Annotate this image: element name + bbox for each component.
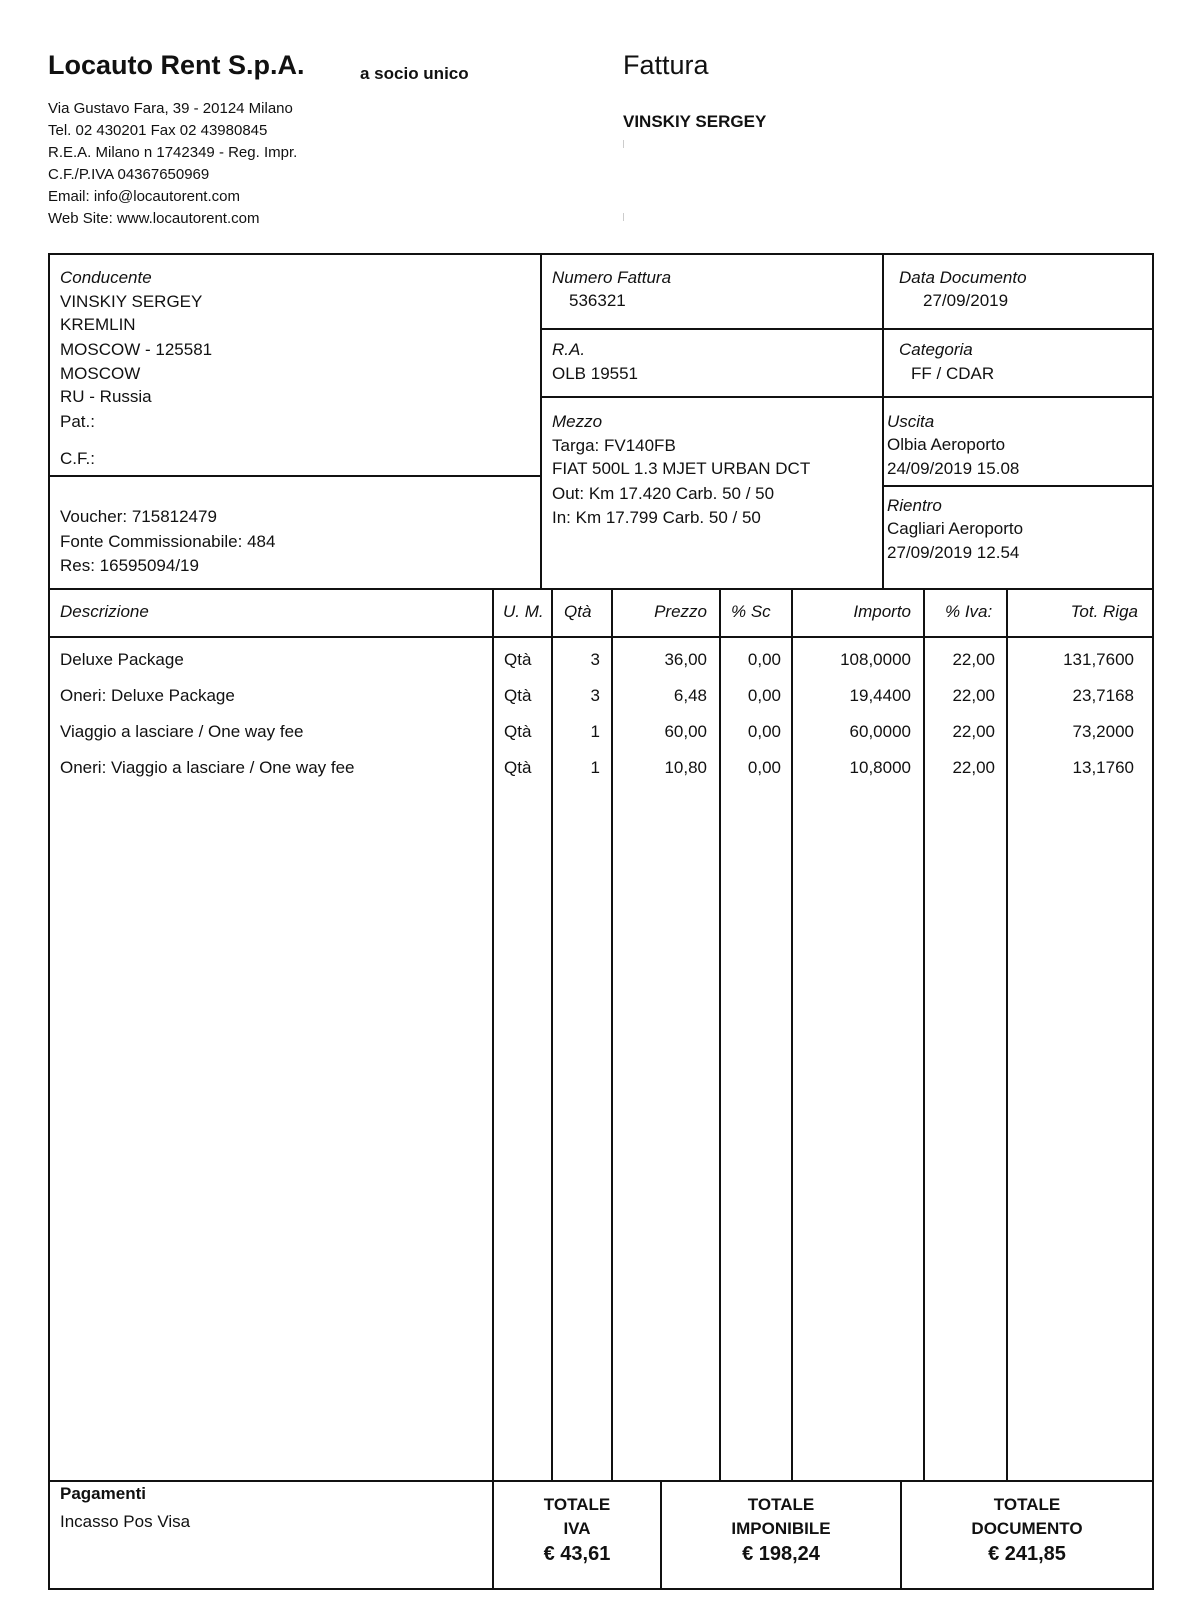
- company-vat: C.F./P.IVA 04367650969: [48, 166, 210, 183]
- row3-vat: 22,00: [952, 722, 995, 741]
- driver-name: VINSKIY SERGEY: [60, 292, 203, 311]
- total-vat-label-1: TOTALE: [543, 1495, 611, 1514]
- return-location: Cagliari Aeroporto: [887, 519, 1024, 538]
- row1-vat: 22,00: [952, 650, 995, 669]
- vehicle-model: FIAT 500L 1.3 MJET URBAN DCT: [552, 459, 811, 478]
- category-label: Categoria: [899, 340, 973, 359]
- row3-amount: 60,0000: [849, 722, 911, 741]
- row3-description: Viaggio a lasciare / One way fee: [60, 722, 304, 741]
- row4-qty: 1: [590, 758, 600, 777]
- row2-qty: 3: [590, 686, 600, 705]
- total-document-label-2: DOCUMENTO: [971, 1519, 1083, 1538]
- row2-unit: Qtà: [504, 686, 532, 705]
- company-name: Locauto Rent S.p.A.: [48, 50, 305, 80]
- row1-total: 131,7600: [1063, 650, 1134, 669]
- total-document-value: € 241,85: [988, 1543, 1066, 1565]
- commission-source: Fonte Commissionabile: 484: [60, 532, 276, 551]
- divider-mark: [623, 140, 624, 148]
- vehicle-km-in: In: Km 17.799 Carb. 50 / 50: [552, 508, 761, 527]
- info-divider-2: [882, 253, 884, 589]
- row2-total: 23,7168: [1072, 686, 1134, 705]
- footer-bottom-border: [48, 1588, 1154, 1590]
- row2-amount: 19,4400: [849, 686, 911, 705]
- header-discount: % Sc: [731, 602, 771, 621]
- row4-amount: 10,8000: [849, 758, 911, 777]
- ra-value: OLB 19551: [552, 364, 639, 383]
- total-taxable-value: € 198,24: [742, 1543, 820, 1565]
- header-price: Prezzo: [654, 602, 707, 621]
- document-left-border: [48, 253, 50, 1590]
- company-phone: Tel. 02 430201 Fax 02 43980845: [48, 122, 268, 139]
- row1-amount: 108,0000: [840, 650, 911, 669]
- row3-qty: 1: [590, 722, 600, 741]
- company-website: Web Site: www.locautorent.com: [48, 210, 260, 227]
- reservation-number: Res: 16595094/19: [60, 556, 199, 575]
- total-vat-label-2: IVA: [563, 1519, 591, 1538]
- footer-top-border: [48, 1480, 1154, 1482]
- row2-vat: 22,00: [952, 686, 995, 705]
- pickup-location: Olbia Aeroporto: [887, 435, 1006, 454]
- company-address-1: Via Gustavo Fara, 39 - 20124 Milano: [48, 100, 293, 117]
- header-qty: Qtà: [564, 602, 592, 621]
- driver-country: RU - Russia: [60, 387, 152, 406]
- pickup-datetime: 24/09/2019 15.08: [887, 459, 1020, 478]
- vehicle-km-out: Out: Km 17.420 Carb. 50 / 50: [552, 484, 775, 503]
- row4-description: Oneri: Viaggio a lasciare / One way fee: [60, 758, 355, 777]
- header-unit: U. M.: [503, 602, 544, 621]
- invoice-number: 536321: [569, 291, 626, 310]
- col-divider: [492, 588, 494, 1590]
- category-value: FF / CDAR: [911, 364, 995, 383]
- company-rea: R.E.A. Milano n 1742349 - Reg. Impr.: [48, 144, 298, 161]
- driver-city: MOSCOW: [60, 364, 141, 383]
- row4-vat: 22,00: [952, 758, 995, 777]
- pickup-divider: [882, 485, 1154, 487]
- row3-discount: 0,00: [747, 722, 781, 741]
- row4-unit: Qtà: [504, 758, 532, 777]
- return-label: Rientro: [887, 496, 942, 515]
- document-title: Fattura: [623, 50, 709, 80]
- voucher: Voucher: 715812479: [60, 507, 217, 526]
- info-row-divider-2: [540, 396, 1154, 398]
- header-vat: % Iva:: [945, 602, 993, 621]
- driver-pat: Pat.:: [60, 412, 95, 431]
- total-document-label-1: TOTALE: [993, 1495, 1061, 1514]
- driver-cf: C.F.:: [60, 449, 95, 468]
- row4-price: 10,80: [664, 758, 707, 777]
- vehicle-label: Mezzo: [552, 412, 603, 431]
- invoice-number-label: Numero Fattura: [552, 268, 672, 287]
- row1-discount: 0,00: [747, 650, 781, 669]
- row1-unit: Qtà: [504, 650, 532, 669]
- invoice-date-label: Data Documento: [899, 268, 1027, 287]
- customer-name: VINSKIY SERGEY: [623, 112, 767, 131]
- info-divider-1: [540, 253, 542, 589]
- company-email: Email: info@locautorent.com: [48, 188, 240, 205]
- row3-unit: Qtà: [504, 722, 532, 741]
- total-vat-value: € 43,61: [543, 1543, 611, 1565]
- header-row-total: Tot. Riga: [1070, 602, 1138, 621]
- row2-description: Oneri: Deluxe Package: [60, 686, 235, 705]
- payment-method: Incasso Pos Visa: [60, 1512, 191, 1531]
- table-top-border: [48, 588, 1154, 590]
- vehicle-plate: Targa: FV140FB: [552, 436, 676, 455]
- company-tagline: a socio unico: [360, 64, 469, 83]
- row3-total: 73,2000: [1072, 722, 1134, 741]
- row2-discount: 0,00: [747, 686, 781, 705]
- invoice-date: 27/09/2019: [923, 291, 1009, 310]
- divider-mark: [623, 213, 624, 221]
- ra-label: R.A.: [552, 340, 586, 359]
- driver-divider: [48, 475, 542, 477]
- info-row-divider-1: [540, 328, 1154, 330]
- row1-price: 36,00: [664, 650, 707, 669]
- row1-qty: 3: [590, 650, 600, 669]
- payments-label: Pagamenti: [60, 1484, 146, 1503]
- total-taxable-label-2: IMPONIBILE: [731, 1519, 831, 1538]
- driver-city-zip: MOSCOW - 125581: [60, 340, 213, 359]
- header-amount: Importo: [853, 602, 911, 621]
- info-box-top-border: [48, 253, 1154, 255]
- row4-discount: 0,00: [747, 758, 781, 777]
- header-description: Descrizione: [60, 602, 149, 621]
- pickup-label: Uscita: [887, 412, 935, 431]
- total-taxable-label-1: TOTALE: [747, 1495, 815, 1514]
- return-datetime: 27/09/2019 12.54: [887, 543, 1020, 562]
- table-header-border: [48, 636, 1154, 638]
- row4-total: 13,1760: [1072, 758, 1134, 777]
- row2-price: 6,48: [673, 686, 707, 705]
- row1-description: Deluxe Package: [60, 650, 184, 669]
- driver-label: Conducente: [60, 268, 152, 287]
- row3-price: 60,00: [664, 722, 707, 741]
- document-right-border: [1152, 253, 1154, 1590]
- driver-address: KREMLIN: [60, 315, 136, 334]
